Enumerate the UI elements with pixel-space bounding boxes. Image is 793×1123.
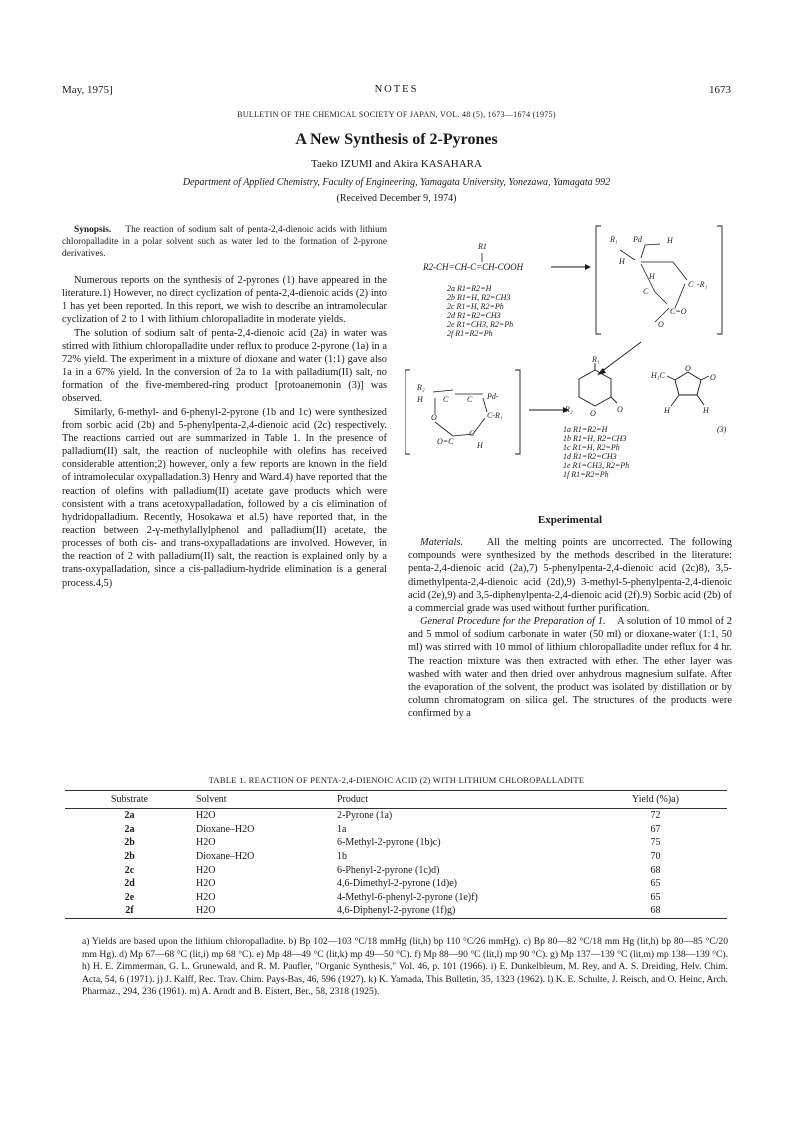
article-authors: Taeko IZUMI and Akira KASAHARA xyxy=(311,158,482,170)
table-cell: 2c xyxy=(124,864,135,876)
received-date: (Received December 9, 1974) xyxy=(336,193,457,204)
right-column xyxy=(408,514,732,720)
table-row xyxy=(65,891,727,905)
journal-citation-line: BULLETIN OF THE CHEMICAL SOCIETY OF JAPAN, VOL. 48 (5), 1673—1674 (1975) xyxy=(237,110,556,119)
table-header-row xyxy=(65,791,727,809)
compound-1-variant: 1b R1=H, R2=CH3 xyxy=(563,434,627,443)
compound-2-formula: R2-CH=CH-C=CH-COOH xyxy=(423,262,524,272)
table-cell: 67 xyxy=(650,823,661,835)
table-row xyxy=(65,877,727,891)
table-row xyxy=(65,850,727,864)
table-cell: H2O xyxy=(196,878,216,890)
table-caption: TABLE 1. REACTION OF PENTA-2,4-DIENOIC ACID (2) WITH LITHIUM CHLOROPALLADITE xyxy=(208,775,585,785)
materials-label: Materials. xyxy=(420,537,464,549)
table-cell: 2b xyxy=(124,851,135,863)
table-row xyxy=(65,809,727,823)
table-cell: 1b xyxy=(337,851,347,863)
svg-text:R₁: R₁ xyxy=(610,235,618,244)
svg-text:-R₁: -R₁ xyxy=(697,280,708,289)
synopsis-label: Synopsis. xyxy=(74,225,112,235)
synopsis-text: The reaction of sodium salt of penta-2,4-dienoic acids with lithium chloropalladite in a polar solvent such as water led to the formation of 2-pyrone derivatives. xyxy=(62,225,387,259)
table-cell: 68 xyxy=(650,864,661,876)
table-header-cell: Substrate xyxy=(65,791,194,809)
svg-text:C=O: C=O xyxy=(670,307,687,316)
svg-text:O: O xyxy=(431,413,437,422)
table-cell: H2O xyxy=(196,891,216,903)
compound-2-variant: 2f R1=R2=Ph xyxy=(447,329,493,338)
svg-text:O: O xyxy=(590,409,596,418)
table-cell: 65 xyxy=(650,878,661,890)
compound-2-variant: 2c R1=H, R2=Ph xyxy=(447,302,504,311)
svg-text:R₂: R₂ xyxy=(417,383,425,392)
svg-text:H: H xyxy=(619,257,625,266)
table-cell: Dioxane–H2O xyxy=(196,823,255,835)
svg-text:C: C xyxy=(469,429,475,438)
svg-text:Pd: Pd xyxy=(633,235,642,244)
svg-text:O: O xyxy=(658,320,664,329)
running-header-date: May, 1975] xyxy=(62,84,113,96)
svg-text:Pd-: Pd- xyxy=(487,392,499,401)
body-paragraph: Numerous reports on the synthesis of 2-pyrones (1) have appeared in the literature.1) However, no direct cyclization of penta-2,4-dienoic acids (2) into 1 has yet been reported. In this report, we wish to describe an intramolecular cyclization of 2 to 1 with lithium chloropalladite in moderate yields. xyxy=(62,275,387,326)
table-cell: H2O xyxy=(196,810,216,822)
compound-2-variant: 2a R1=R2=H xyxy=(447,284,492,293)
svg-text:O: O xyxy=(710,373,716,382)
svg-text:H: H xyxy=(664,406,670,415)
svg-text:C: C xyxy=(688,280,694,289)
compound-2-variant: 2b R1=H, R2=CH3 xyxy=(447,293,511,302)
procedure-label: General Procedure for the Preparation of 1. xyxy=(420,616,606,628)
compound-1-variant: 1d R1=R2=CH3 xyxy=(563,452,617,461)
left-column xyxy=(62,224,387,590)
svg-text:C-R₁: C-R₁ xyxy=(487,411,503,420)
svg-text:H: H xyxy=(703,406,709,415)
table-cell: Dioxane–H2O xyxy=(196,851,255,863)
svg-text:C: C xyxy=(443,395,449,404)
table-cell: 6-Methyl-2-pyrone (1b)c) xyxy=(337,837,441,849)
table-cell: 72 xyxy=(650,810,661,822)
scheme-r1-label: R1 xyxy=(478,242,487,251)
table-footnotes: a) Yields are based upon the lithium chloropalladite. b) Bp 102—103 °C/18 mmHg (lit,h) bp 110 °C/26 mmHg). c) Bp 80—82 °C/18 mm Hg (lit,h) bp 80—85 °C/20 mm Hg). d) Mp 67—68 °C (lit,i) mp 68 °C). e) Mp 48—49 °C (lit,k) mp 49—50 °C). f) Mp 88—90 °C (lit,l) mp 90 °C). g) Mp 137—139 °C (lit,m) mp 138—139 °C). h) H. E. Zimmerman, G. L. Grunewald, and R. M. Paufler, "Organic Synthesis," Vol. 46, p. 101 (1966). i) E. Dunkelbleum, M. Rey, and A. S. Dreiding, Helv. Chim. Acta, 54, 6 (1971). j) J. Kalff, Rec. Trav. Chim. Pays-Bas, 46, 596 (1927). k) K. Yamada, This Bulletin, 35, 1323 (1962). l) K. E. Schulte, J. Reisch, and O. Heinc, Arch. Pharmaz., 294, 236 (1961). m) A. Arndt and B. Eistert, Ber., 58, 2318 (1925). xyxy=(82,936,728,998)
article-title: A New Synthesis of 2-Pyrones xyxy=(295,131,498,148)
procedure-paragraph xyxy=(408,615,732,720)
table-cell: 2b xyxy=(124,837,135,849)
experimental-heading: Experimental xyxy=(537,514,603,526)
procedure-text: A solution of 10 mmol of 2 and 5 mmol of sodium carbonate in water (50 ml) or dioxane-water (1:1, 50 ml) was stirred with 10 mmol of lithium chloropalladite under reflux for 4 hr. The reaction mixture was then extracted with ether. The ether layer was washed with water and then dried over anhydrous magnesium sulfate. After the evaporation of the solvent, the product was isolated by distillation or by column chromatogram on silica gel. The structures of the products were confirmed by a xyxy=(408,616,732,720)
body-paragraph: Similarly, 6-methyl- and 6-phenyl-2-pyrone (1b and 1c) were synthesized from sorbic acid (2b) and 5-phenylpenta-2,4-dienoic acid (2c) respectively. The reactions carried out are summarized in Table 1. In the presence of palladium(II) salt, the reaction of nucleophile with olefins has received considerable attention;2) however, only a few reports are known in the field of intramolecular oxypalladation.3) Henry and Ward.4) have reported that the reaction of olefins with palladium(II) acetate gave products which were consistent with a trans acetoxypalladation, followed by a cis elimination of hydridopalladium. Recently, Hosokawa et al.5) have reported that, in the reaction between 2-γ-methylallylphenol and palladium(II) acetate, the processes of both cis- and trans-oxypalladations are involved. However, in the reaction of 2 with palladium(II) salt, the reaction is explained only by a trans-oxypalladation, since a cis-palladium-hydride elimination is a general process.4,5) xyxy=(62,406,387,589)
table-row xyxy=(65,863,727,877)
compound-2-variant: 2e R1=CH3, R2=Ph xyxy=(447,320,514,329)
table-header-cell: Yield (%)a) xyxy=(584,791,727,809)
table-cell: 2-Pyrone (1a) xyxy=(337,810,393,822)
materials-text: All the melting points are uncorrected. The following compounds were synthesized by the methods described in the literature: penta-2,4-dienoic acid (2a),7) 5-phenylpenta-2,4-dienoic acid (2c)8), 3,5-dimethylpenta-2,4-dienoic acid (2d),9) 3-methyl-5-phenylpenta-2,4-dienoic acid (2e),9) and 3,5-diphenylpenta-2,4-dienoic acid (2f).9) Sorbic acid (2b) of a commercial grade was used without further purification. xyxy=(408,537,733,614)
table-header-cell: Solvent xyxy=(194,791,335,809)
reaction-table xyxy=(65,790,727,919)
synopsis xyxy=(62,224,387,260)
table-cell: 68 xyxy=(584,904,727,918)
table-cell: 2a xyxy=(124,823,135,835)
table-row xyxy=(65,836,727,850)
table-header-cell: Product xyxy=(335,791,584,809)
table-cell: H2O xyxy=(196,837,216,849)
svg-text:R₂: R₂ xyxy=(565,405,573,414)
table-cell: 4,6-Diphenyl-2-pyrone (1f)g) xyxy=(335,904,584,918)
table-cell: 2e xyxy=(124,891,135,903)
svg-text:H: H xyxy=(667,236,673,245)
compound-1-variant: 1f R1=R2=Ph xyxy=(563,470,609,479)
table-cell: 65 xyxy=(650,891,661,903)
body-paragraph: The solution of sodium salt of penta-2,4-dienoic acid (2a) in water was stirred with lithium chloropalladite under reflux to produce 2-pyrone (1a) in a 72% yield. The experiment in a mixture of dioxane and water (1:1) gave also 1a in a 67% yield. In the conversion of 2a to 1a with palladium(II) salt, no formation of the five-membered-ring product [protoanemonin (3)] was observed. xyxy=(62,327,387,405)
author-affiliation: Department of Applied Chemistry, Faculty of Engineering, Yamagata University, Yonezawa, Yamagata 992 xyxy=(182,177,611,188)
compound-2-variant: 2d R1=R2=CH3 xyxy=(447,311,501,320)
table-row xyxy=(65,904,727,918)
svg-text:C: C xyxy=(643,287,649,296)
svg-text:H: H xyxy=(477,441,483,450)
compound-3-label: (3) xyxy=(717,425,727,434)
svg-text:O=C: O=C xyxy=(437,437,454,446)
materials-paragraph xyxy=(408,536,732,615)
svg-text:H: H xyxy=(649,272,655,281)
reaction-scheme xyxy=(405,222,735,494)
table-cell: 2d xyxy=(124,878,135,890)
table-cell: 2a xyxy=(124,810,135,822)
table-cell: 4-Methyl-6-phenyl-2-pyrone (1e)f) xyxy=(337,891,478,903)
page-number: 1673 xyxy=(709,84,731,96)
table-cell: 2f xyxy=(65,904,194,918)
compound-1-variant: 1c R1=H, R2=Ph xyxy=(563,443,620,452)
table-row xyxy=(65,823,727,837)
table-cell: 6-Phenyl-2-pyrone (1c)d) xyxy=(337,864,440,876)
svg-text:R₁: R₁ xyxy=(592,355,600,364)
table-cell: 4,6-Dimethyl-2-pyrone (1d)e) xyxy=(337,878,457,890)
svg-text:H₃C: H₃C xyxy=(651,371,665,380)
compound-1-variant: 1e R1=CH3, R2=Ph xyxy=(563,461,630,470)
svg-text:H: H xyxy=(417,395,423,404)
running-header-section: NOTES xyxy=(374,84,419,95)
compound-1-variant: 1a R1=R2=H xyxy=(563,425,608,434)
table-cell: H2O xyxy=(194,904,335,918)
svg-text:O: O xyxy=(685,364,691,373)
table-cell: H2O xyxy=(196,864,216,876)
svg-text:O: O xyxy=(617,405,623,414)
table-cell: 70 xyxy=(650,851,661,863)
svg-text:C: C xyxy=(467,395,473,404)
table-cell: 1a xyxy=(337,823,347,835)
table-cell: 75 xyxy=(650,837,661,849)
